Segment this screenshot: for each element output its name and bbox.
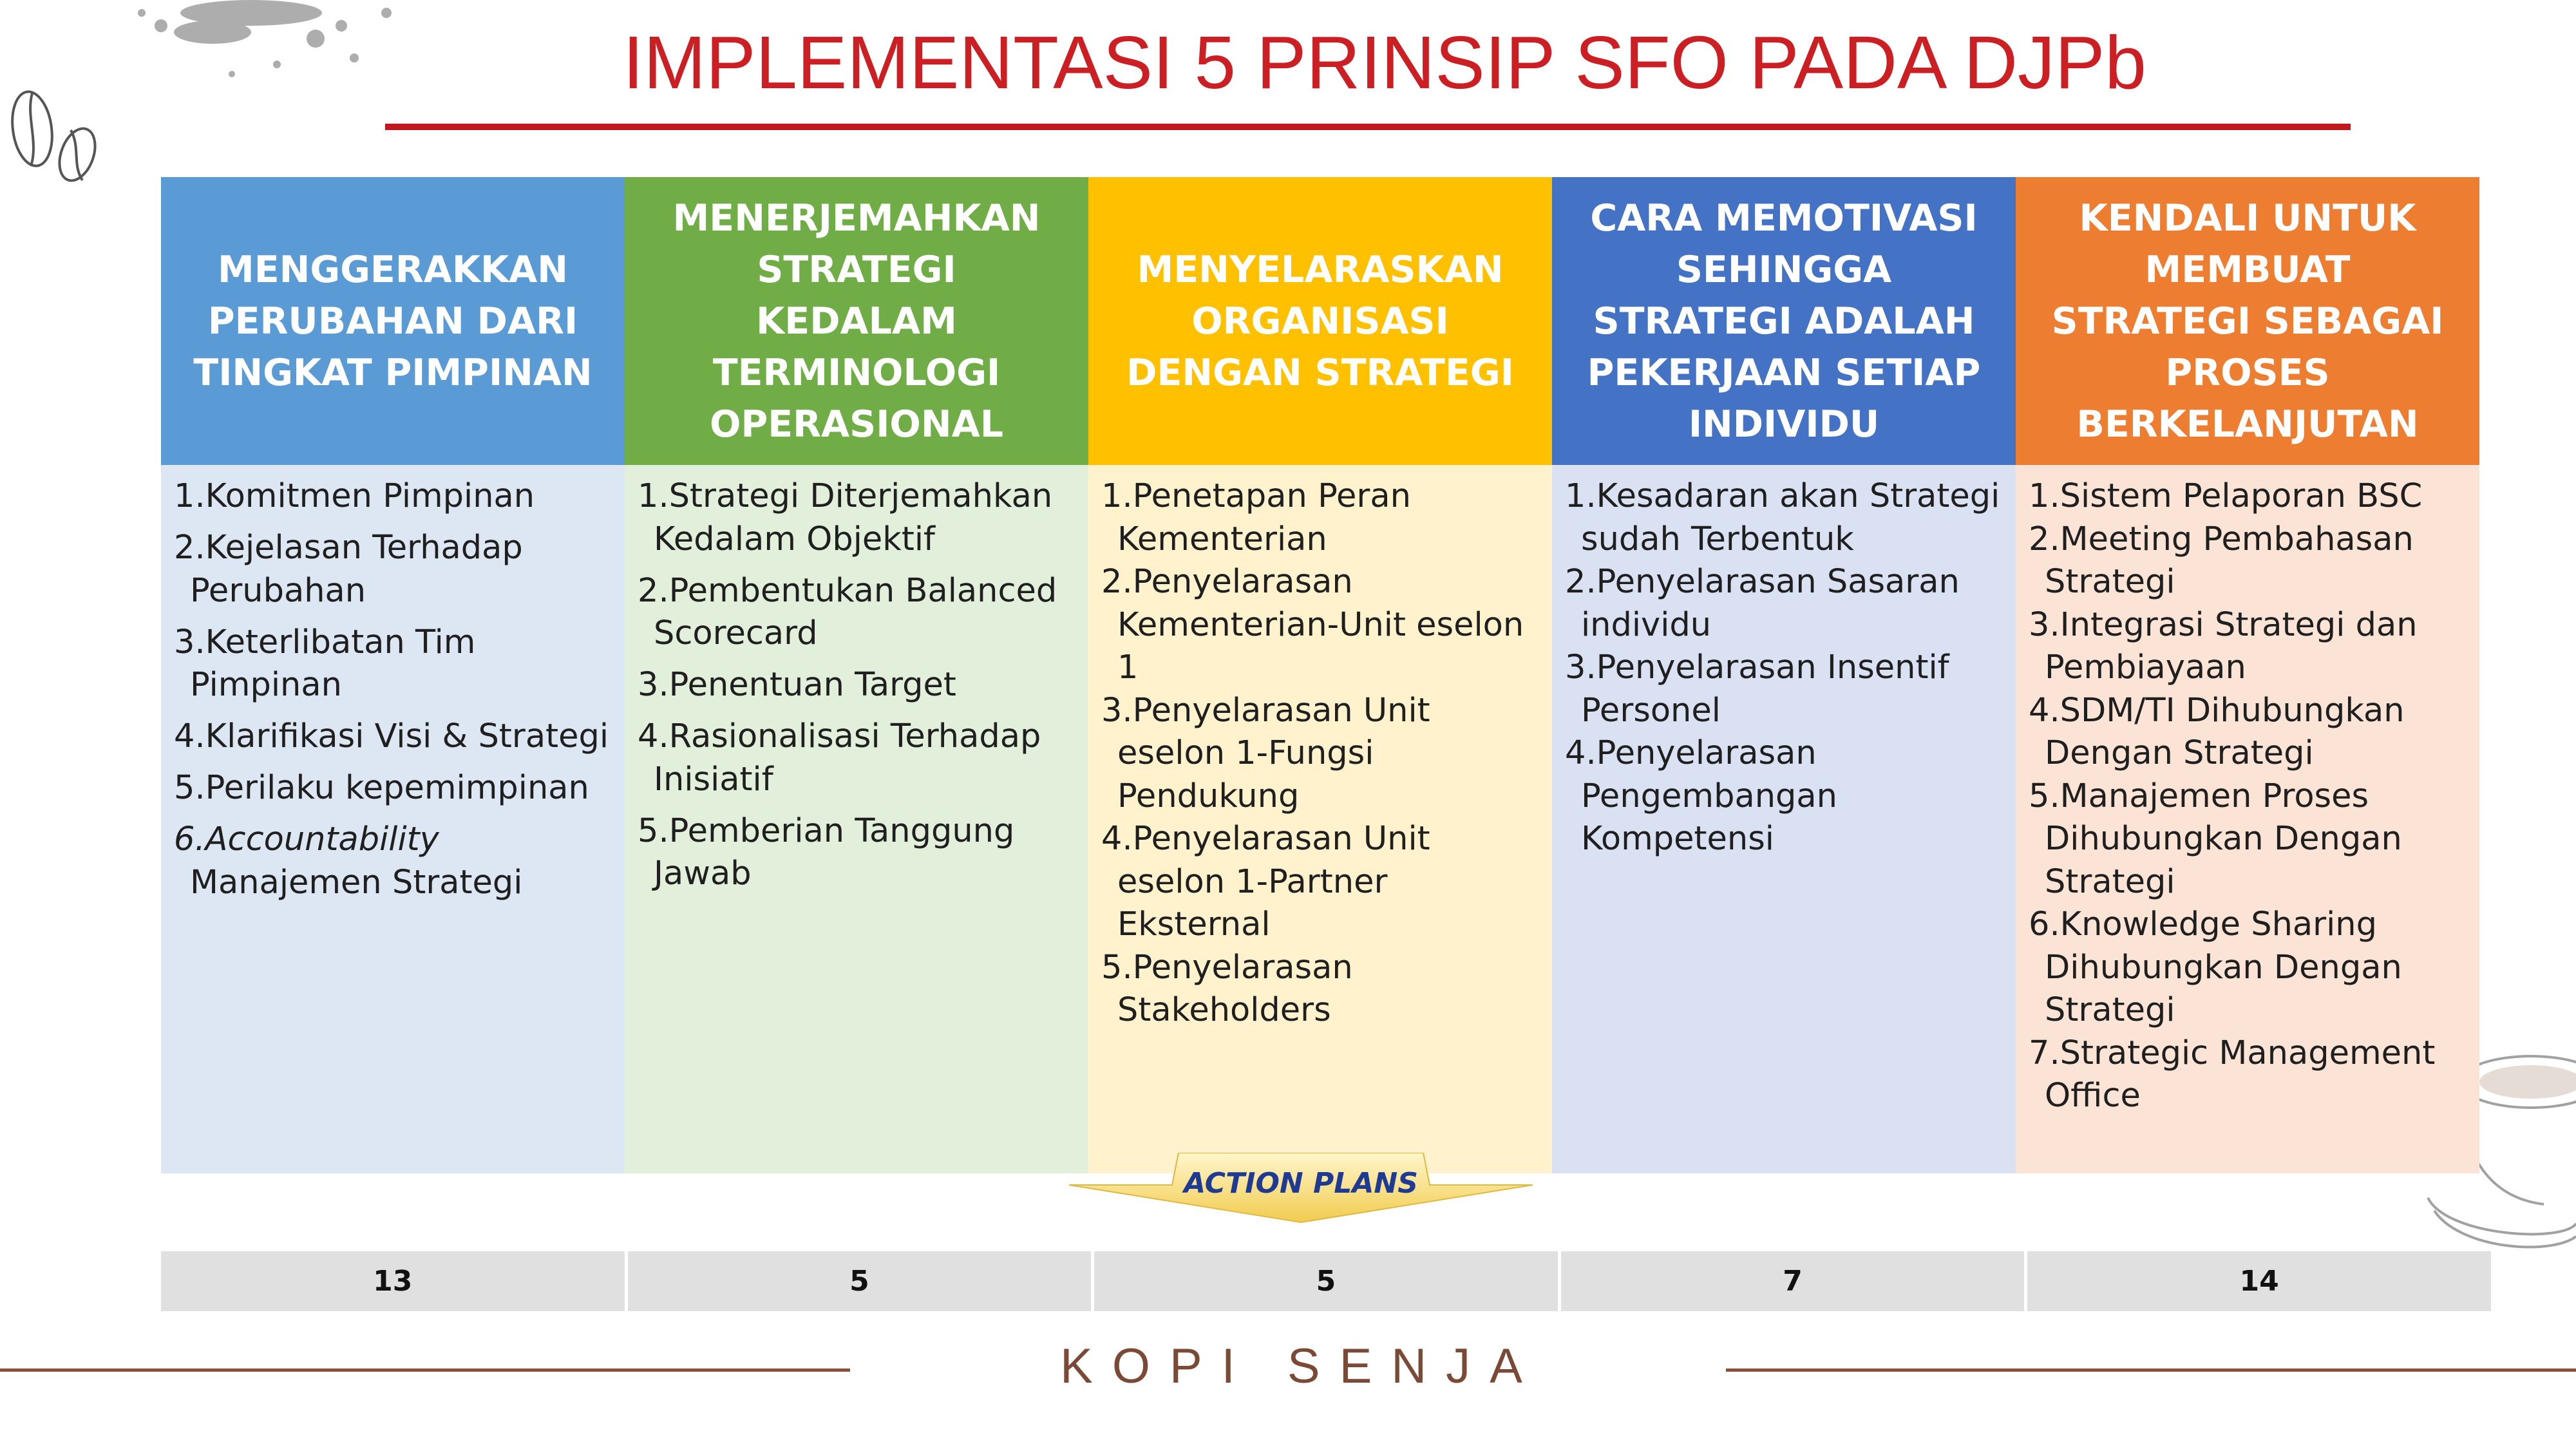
list-item: 1.Komitmen Pimpinan xyxy=(174,477,535,515)
coffee-beans-icon xyxy=(0,77,103,193)
list-item: 2.Penyelarasan Kementerian-Unit eselon 1 xyxy=(1101,563,1524,687)
list-item: 3.Integrasi Strategi dan Pembiayaan xyxy=(2029,605,2418,687)
list-item: 5.Perilaku kepemimpinan xyxy=(174,769,589,807)
list-item: 3.Penentuan Target xyxy=(638,666,956,704)
list-item: 3.Penyelarasan Insentif Personel xyxy=(1565,649,1949,730)
footer-brand: KOPI SENJA xyxy=(1060,1339,1542,1394)
list-item: 4.Penyelarasan Unit eselon 1-Partner Eksternal xyxy=(1101,820,1430,943)
action-plan-count-1: 13 xyxy=(161,1251,625,1311)
principle-header-3: MENYELARASKAN ORGANISASI DENGAN STRATEGI xyxy=(1088,177,1552,465)
principle-body-5 xyxy=(2016,465,2479,1173)
principle-body-1 xyxy=(161,465,625,1173)
list-item: 3.Penyelarasan Unit eselon 1-Fungsi Pendukung xyxy=(1101,691,1430,815)
principle-list-5 xyxy=(2029,475,2468,1118)
principle-header-1: MENGGERAKKAN PERUBAHAN DARI TINGKAT PIMPINAN xyxy=(161,177,625,465)
list-item: 1.Strategi Diterjemahkan Kedalam Objektif xyxy=(638,477,1053,558)
list-item: 5.Manajemen Proses Dihubungkan Dengan Strategi xyxy=(2029,777,2402,901)
principle-body-2 xyxy=(625,465,1088,1173)
footer-rule-left xyxy=(0,1368,850,1372)
action-plan-count-5: 14 xyxy=(2027,1251,2491,1311)
principle-list-4 xyxy=(1565,475,2004,861)
page-title: IMPLEMENTASI 5 PRINSIP SFO PADA DJPb xyxy=(623,21,2146,104)
list-item xyxy=(174,819,613,904)
principle-body-4 xyxy=(1552,465,2016,1173)
list-item: 2.Pembentukan Balanced Scorecard xyxy=(638,571,1057,652)
item-text: Manajemen Strategi xyxy=(190,863,523,902)
principle-header-4: CARA MEMOTIVASI SEHINGGA STRATEGI ADALAH PEKERJAAN SETIAP INDIVIDU xyxy=(1552,177,2016,465)
principle-column-5 xyxy=(2016,177,2479,1173)
list-item: 5.Pemberian Tanggung Jawab xyxy=(638,811,1015,893)
list-item: 1.Kesadaran akan Strategi sudah Terbentuk xyxy=(1565,477,2000,558)
accountability-text: Accountability xyxy=(205,820,439,858)
list-item: 2.Penyelarasan Sasaran individu xyxy=(1565,563,1960,644)
action-plan-count-4: 7 xyxy=(1561,1251,2025,1311)
action-plan-counts-row xyxy=(161,1251,2491,1311)
list-item: 6.Knowledge Sharing Dihubungkan Dengan Strategi xyxy=(2029,905,2402,1029)
principle-list-3 xyxy=(1101,475,1540,1032)
principle-column-1 xyxy=(161,177,625,1173)
principle-list-1 xyxy=(174,475,613,904)
list-item: 4.Klarifikasi Visi & Strategi xyxy=(174,717,609,755)
list-item: 4.Rasionalisasi Terhadap Inisiatif xyxy=(638,717,1041,799)
action-plans-arrow xyxy=(1069,1153,1533,1224)
list-item: 5.Penyelarasan Stakeholders xyxy=(1101,948,1353,1029)
action-plan-count-3: 5 xyxy=(1094,1251,1558,1311)
list-item: 2.Kejelasan Terhadap Perubahan xyxy=(174,529,523,610)
principle-body-3 xyxy=(1088,465,1552,1173)
list-item: 1.Sistem Pelaporan BSC xyxy=(2029,477,2423,515)
principle-column-2 xyxy=(625,177,1088,1173)
list-item: 4.SDM/TI Dihubungkan Dengan Strategi xyxy=(2029,691,2405,772)
list-item: 4.Penyelarasan Pengembangan Kompetensi xyxy=(1565,734,1837,858)
coffee-splash-decoration xyxy=(84,0,419,90)
list-item: 3.Keterlibatan Tim Pimpinan xyxy=(174,623,476,704)
action-plan-count-2: 5 xyxy=(628,1251,1092,1311)
title-underline xyxy=(385,124,2351,130)
principle-header-2: MENERJEMAHKAN STRATEGI KEDALAM TERMINOLOGI OPERASIONAL xyxy=(625,177,1088,465)
footer-rule-right xyxy=(1726,1368,2576,1372)
principle-column-4 xyxy=(1552,177,2016,1173)
principle-column-3 xyxy=(1088,177,1552,1173)
list-item: 2.Meeting Pembahasan Strategi xyxy=(2029,520,2414,601)
principle-header-5: KENDALI UNTUK MEMBUAT STRATEGI SEBAGAI PROSES BERKELANJUTAN xyxy=(2016,177,2479,465)
item-number: 6. xyxy=(174,820,205,858)
list-item: 7.Strategic Management Office xyxy=(2029,1034,2436,1115)
action-plans-label: ACTION PLANS xyxy=(1184,1167,1418,1200)
list-item: 1.Penetapan Peran Kementerian xyxy=(1101,477,1411,558)
principle-list-2 xyxy=(638,475,1077,896)
